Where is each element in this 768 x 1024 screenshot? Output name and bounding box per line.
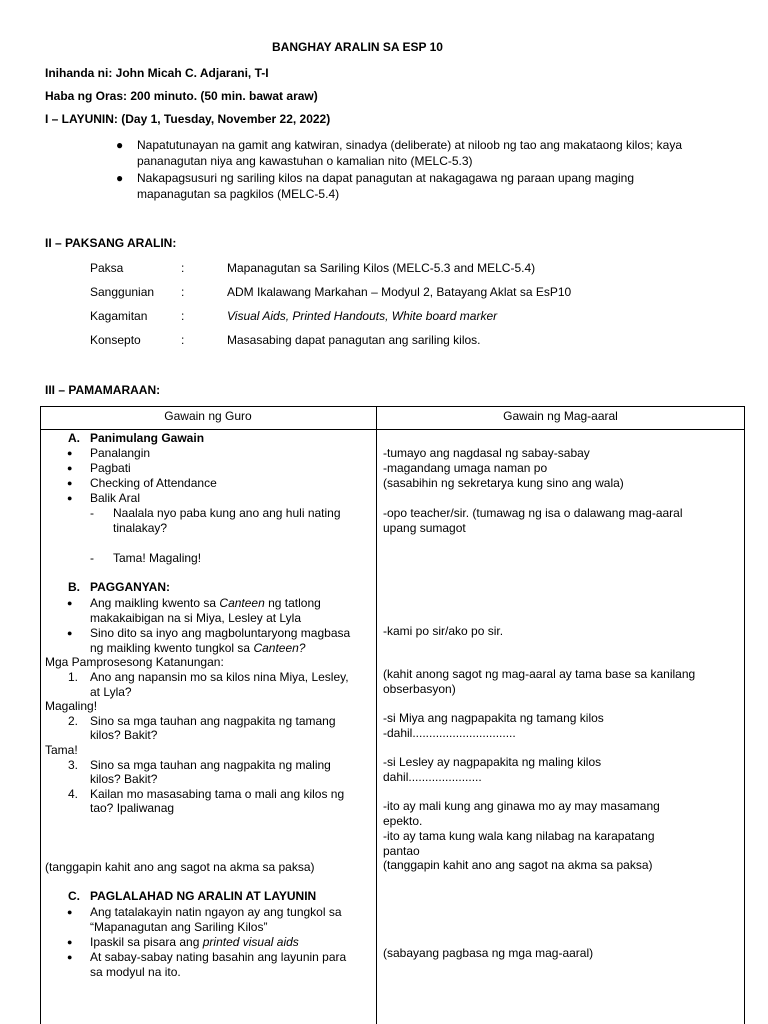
question-4-line1: Kailan mo masasabing tama o mali ang kilos ng: [90, 787, 345, 801]
student-response-4-line1: -opo teacher/sir. (tumawag ng isa o dalawang mag-aaral: [383, 506, 683, 520]
layunin-item-1-line1: Napatutunayan na gamit ang katwiran, sinadya (deliberate) at niloob ng tao ang makataong kilos; kaya: [137, 138, 683, 152]
table-header-divider: [40, 429, 745, 430]
dash-item-2: Tama! Magaling!: [113, 551, 202, 565]
sanggunian-value: ADM Ikalawang Markahan – Modyul 2, Batayang Aklat sa EsP10: [227, 285, 572, 299]
bullet-icon: ●: [67, 478, 73, 488]
kagamitan-label: Kagamitan: [90, 309, 148, 323]
bullet-icon: ●: [67, 952, 73, 962]
sanggunian-label: Sanggunian: [90, 285, 155, 299]
column-header-mag-aaral: Gawain ng Mag-aaral: [503, 409, 618, 423]
q2-number: 2.: [68, 714, 79, 728]
question-2-line2: kilos? Bakit?: [90, 728, 158, 742]
student-response-7-line1: -si Miya ang nagpapakita ng tamang kilos: [383, 711, 604, 725]
pamprosesong-katanungan: Mga Pamprosesong Katanungan:: [45, 655, 224, 669]
magaling-text: Magaling!: [45, 699, 98, 713]
dash-item-1-line2: tinalakay?: [113, 521, 168, 535]
bullet-icon: ●: [116, 138, 124, 152]
student-response-3: (sasabihin ng sekretarya kung sino ang wala): [383, 476, 624, 490]
bullet-icon: ●: [67, 628, 73, 638]
student-response-9-line4: pantao: [383, 844, 420, 858]
q3-number: 3.: [68, 758, 79, 772]
section-a-letter: A.: [68, 431, 80, 445]
paglalahad-item-1-line2: “Mapanagutan ang Sariling Kilos”: [90, 920, 268, 934]
q1-number: 1.: [68, 670, 79, 684]
section-b-letter: B.: [68, 580, 80, 594]
bullet-icon: ●: [116, 171, 124, 185]
checking-attendance: Checking of Attendance: [90, 476, 217, 490]
question-1-line1: Ano ang napansin mo sa kilos nina Miya, Lesley,: [90, 670, 349, 684]
student-response-9-line2: epekto.: [383, 814, 423, 828]
konsepto-colon: :: [181, 333, 185, 347]
dash-item-1-line1: Naalala nyo paba kung ano ang huli nating: [113, 506, 341, 520]
balik-aral: Balik Aral: [90, 491, 141, 505]
question-1-line2: at Lyla?: [90, 685, 132, 699]
kagamitan-value: Visual Aids, Printed Handouts, White board marker: [227, 309, 498, 323]
table-column-divider: [376, 406, 377, 1024]
paglalahad-item-3-line1: At sabay-sabay nating basahin ang layunin para: [90, 950, 347, 964]
section-c-letter: C.: [68, 889, 80, 903]
table-border-left: [40, 406, 41, 1024]
bullet-icon: ●: [67, 448, 73, 458]
student-response-2: -magandang umaga naman po: [383, 461, 548, 475]
layunin-item-2-line2: mapanagutan sa pagkilos (MELC-5.4): [137, 187, 340, 201]
student-response-5: -kami po sir/ako po sir.: [383, 624, 504, 638]
student-response-4-line2: upang sumagot: [383, 521, 466, 535]
bullet-icon: ●: [67, 598, 73, 608]
student-response-9-line1: -ito ay mali kung ang ginawa mo ay may masamang: [383, 799, 660, 813]
student-response-9-line3: -ito ay tama kung wala kang nilabag na karapatang: [383, 829, 655, 843]
bullet-icon: ●: [67, 493, 73, 503]
table-border-top: [40, 406, 745, 407]
question-2-line1: Sino sa mga tauhan ang nagpakita ng tamang: [90, 714, 336, 728]
document-title: BANGHAY ARALIN SA ESP 10: [272, 40, 443, 54]
paksa-label: Paksa: [90, 261, 124, 275]
paglalahad-item-2: Ipaskil sa pisara ang printed visual aids: [90, 935, 299, 949]
paglalahad-item-3-line2: sa modyul na ito.: [90, 965, 181, 979]
question-3-line1: Sino sa mga tauhan ang nagpakita ng maling: [90, 758, 331, 772]
question-4-line2: tao? Ipaliwanag: [90, 801, 175, 815]
pagganyan-item-1-line2: makakaibigan na si Miya, Lesley at Lyla: [90, 611, 301, 625]
section-c-title: PAGLALAHAD NG ARALIN AT LAYUNIN: [90, 889, 317, 903]
layunin-item-2-line1: Nakapagsusuri ng sariling kilos na dapat panagutan at nakagagawa ng paraan upang maging: [137, 171, 635, 185]
question-3-line2: kilos? Bakit?: [90, 772, 158, 786]
student-response-6-line1: (kahit anong sagot ng mag-aaral ay tama base sa kanilang: [383, 667, 696, 681]
dash-icon: -: [90, 551, 94, 565]
pagganyan-item-1-line1: Ang maikling kwento sa Canteen ng tatlong: [90, 596, 321, 610]
pagbati: Pagbati: [90, 461, 131, 475]
student-response-9-line5: (tanggapin kahit ano ang sagot na akma sa paksa): [383, 858, 653, 872]
konsepto-value: Masasabing dapat panagutan ang sariling kilos.: [227, 333, 481, 347]
student-response-10: (sabayang pagbasa ng mga mag-aaral): [383, 946, 594, 960]
paksa-colon: :: [181, 261, 185, 275]
pagganyan-item-2-line1: Sino dito sa inyo ang magboluntaryong magbasa: [90, 626, 351, 640]
pamamaraan-heading: III – PAMAMARAAN:: [45, 383, 161, 397]
paglalahad-item-1-line1: Ang tatalakayin natin ngayon ay ang tungkol sa: [90, 905, 342, 919]
student-response-1: -tumayo ang nagdasal ng sabay-sabay: [383, 446, 590, 460]
paksang-aralin-heading: II – PAKSANG ARALIN:: [45, 236, 177, 250]
panalangin: Panalangin: [90, 446, 151, 460]
paksa-value: Mapanagutan sa Sariling Kilos (MELC-5.3 and MELC-5.4): [227, 261, 536, 275]
q4-number: 4.: [68, 787, 79, 801]
column-header-guro: Gawain ng Guro: [164, 409, 252, 423]
prepared-by: Inihanda ni: John Micah C. Adjarani, T-I: [45, 66, 269, 80]
pagganyan-item-2-line2: ng maikling kwento tungkol sa Canteen?: [90, 641, 306, 655]
section-b-title: PAGGANYAN:: [90, 580, 171, 594]
layunin-item-1-line2: pananagutan niya ang kawastuhan o kamalian nito (MELC-5.3): [137, 154, 473, 168]
tanggapin-note: (tanggapin kahit ano ang sagot na akma sa paksa): [45, 860, 315, 874]
student-response-6-line2: obserbasyon): [383, 682, 456, 696]
bullet-icon: ●: [67, 463, 73, 473]
dash-icon: -: [90, 506, 94, 520]
konsepto-label: Konsepto: [90, 333, 141, 347]
bullet-icon: ●: [67, 907, 73, 917]
table-border-right: [744, 406, 745, 1024]
student-response-8-line2: dahil......................: [383, 770, 482, 784]
student-response-8-line1: -si Lesley ay nagpapakita ng maling kilos: [383, 755, 602, 769]
duration: Haba ng Oras: 200 minuto. (50 min. bawat araw): [45, 89, 318, 103]
kagamitan-colon: :: [181, 309, 185, 323]
sanggunian-colon: :: [181, 285, 185, 299]
student-response-7-line2: -dahil...............................: [383, 726, 516, 740]
section-a-title: Panimulang Gawain: [90, 431, 205, 445]
tama-text: Tama!: [45, 743, 78, 757]
layunin-heading: I – LAYUNIN: (Day 1, Tuesday, November 22, 2022): [45, 112, 331, 126]
bullet-icon: ●: [67, 937, 73, 947]
